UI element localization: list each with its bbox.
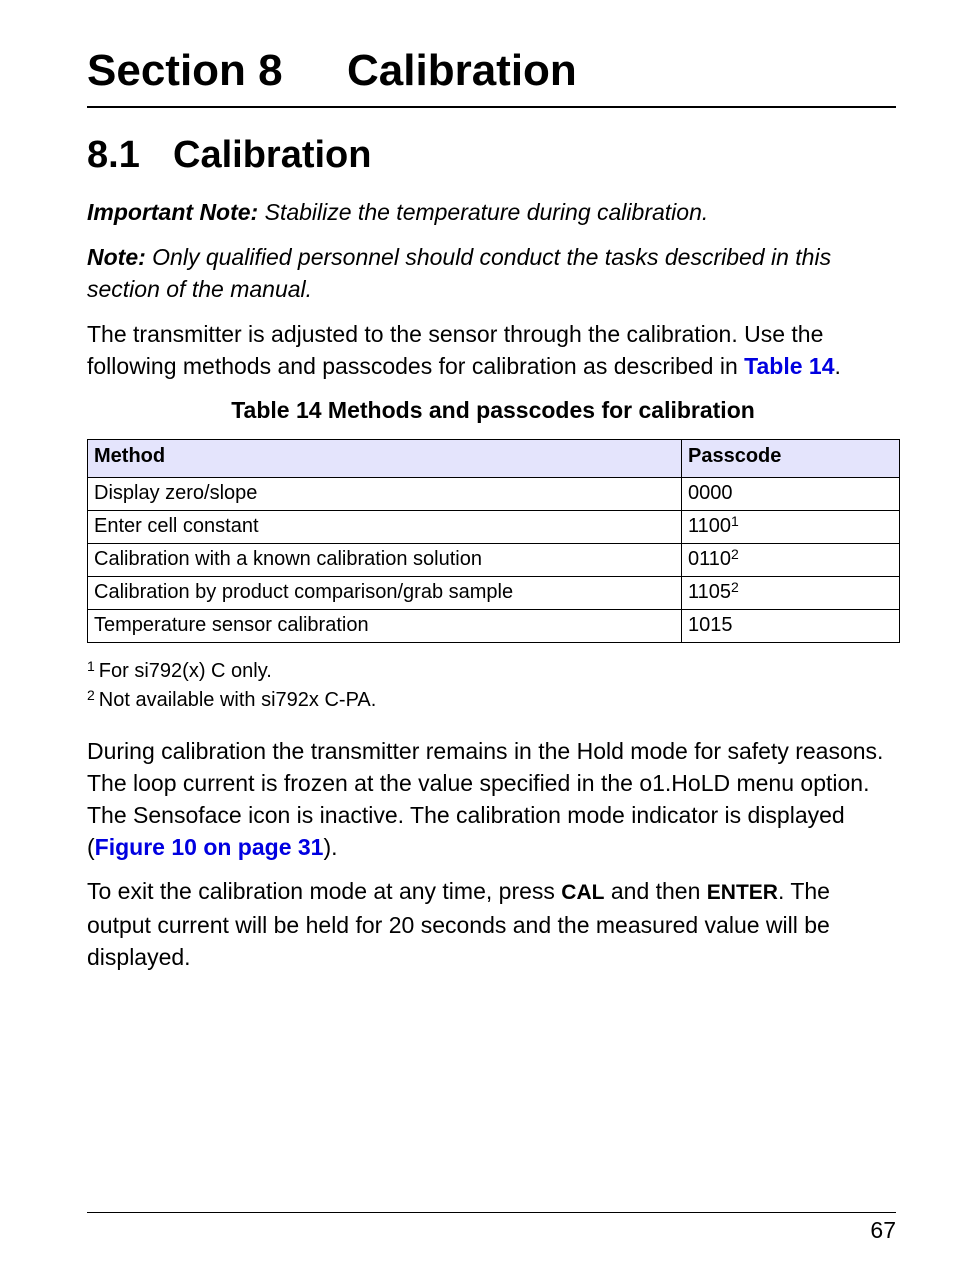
table-row <box>88 577 900 610</box>
footnote-text: For si792(x) C only. <box>98 660 272 682</box>
passcode-cell <box>682 511 900 544</box>
hold-text: During calibration the transmitter remains in the Hold mode for safety reasons. The loop current is frozen at the value specified in the o1.HoLD menu option. The Sensoface icon is inactive. The calibration mode indicator is displayed ( <box>87 738 884 860</box>
passcode-cell <box>682 544 900 577</box>
section-number: Section 8 <box>87 46 283 95</box>
page-footer <box>87 1212 896 1245</box>
hold-end: ). <box>323 834 338 860</box>
method-cell: Temperature sensor calibration <box>88 610 682 643</box>
enter-key-label: ENTER <box>706 881 778 904</box>
table-row <box>88 610 900 643</box>
page-header <box>87 42 896 108</box>
passcode-value: 1105 <box>688 581 732 603</box>
method-cell: Enter cell constant <box>88 511 682 544</box>
header-method: Method <box>88 440 682 478</box>
section-title-text: Calibration <box>347 46 577 95</box>
note <box>87 241 899 305</box>
method-cell: Calibration with a known calibration solution <box>88 544 682 577</box>
table-row <box>88 478 900 511</box>
method-cell: Calibration by product comparison/grab sample <box>88 577 682 610</box>
note-label: Note: <box>87 244 146 270</box>
important-note <box>87 196 899 228</box>
footnote-mark: 1 <box>87 658 95 674</box>
passcode-value: 1100 <box>688 515 732 537</box>
hold-paragraph <box>87 735 899 863</box>
note-text: Only qualified personnel should conduct the tasks described in this section of the manual. <box>87 244 832 302</box>
passcode-cell <box>682 478 900 511</box>
exit-paragraph <box>87 875 899 973</box>
header-passcode: Passcode <box>682 440 900 478</box>
methods-table <box>87 439 900 643</box>
important-note-text: Stabilize the temperature during calibration. <box>258 199 709 225</box>
footnote-ref: 2 <box>731 579 739 595</box>
intro-paragraph <box>87 318 899 382</box>
passcode-value: 0000 <box>688 482 733 504</box>
table-row <box>88 544 900 577</box>
exit-text-2: and then <box>604 878 707 904</box>
cal-key-label: CAL <box>561 881 605 904</box>
intro-end: . <box>834 353 841 379</box>
page-content <box>87 128 899 985</box>
footnotes <box>87 657 899 715</box>
table-header-row <box>88 440 900 478</box>
passcode-cell <box>682 577 900 610</box>
important-note-label: Important Note: <box>87 199 259 225</box>
footnote <box>87 686 899 715</box>
subsection-number: 8.1 <box>87 134 140 176</box>
table-14-link[interactable]: Table 14 <box>744 353 835 379</box>
table-caption: Table 14 Methods and passcodes for calibration <box>231 397 755 423</box>
footnote-text: Not available with si792x C-PA. <box>98 689 377 711</box>
passcode-value: 1015 <box>688 614 733 636</box>
intro-text: The transmitter is adjusted to the sensor through the calibration. Use the following methods and passcodes for calibration as described in <box>87 321 824 379</box>
page-number: 67 <box>870 1217 896 1243</box>
footnote-mark: 2 <box>87 687 95 703</box>
passcode-cell <box>682 610 900 643</box>
figure-10-link[interactable]: Figure 10 on page 31 <box>94 834 324 860</box>
subsection-title <box>87 128 899 182</box>
section-title <box>87 42 896 100</box>
passcode-value: 0110 <box>688 548 732 570</box>
table-row <box>88 511 900 544</box>
exit-text-1: To exit the calibration mode at any time, press <box>87 878 562 904</box>
footnote <box>87 657 899 686</box>
footnote-ref: 2 <box>731 546 739 562</box>
footnote-ref: 1 <box>731 513 739 529</box>
method-cell: Display zero/slope <box>88 478 682 511</box>
exit-text-3: . The output current will be held for 20 seconds and the measured value will be displayed. <box>87 878 830 970</box>
subsection-title-text: Calibration <box>173 134 372 176</box>
